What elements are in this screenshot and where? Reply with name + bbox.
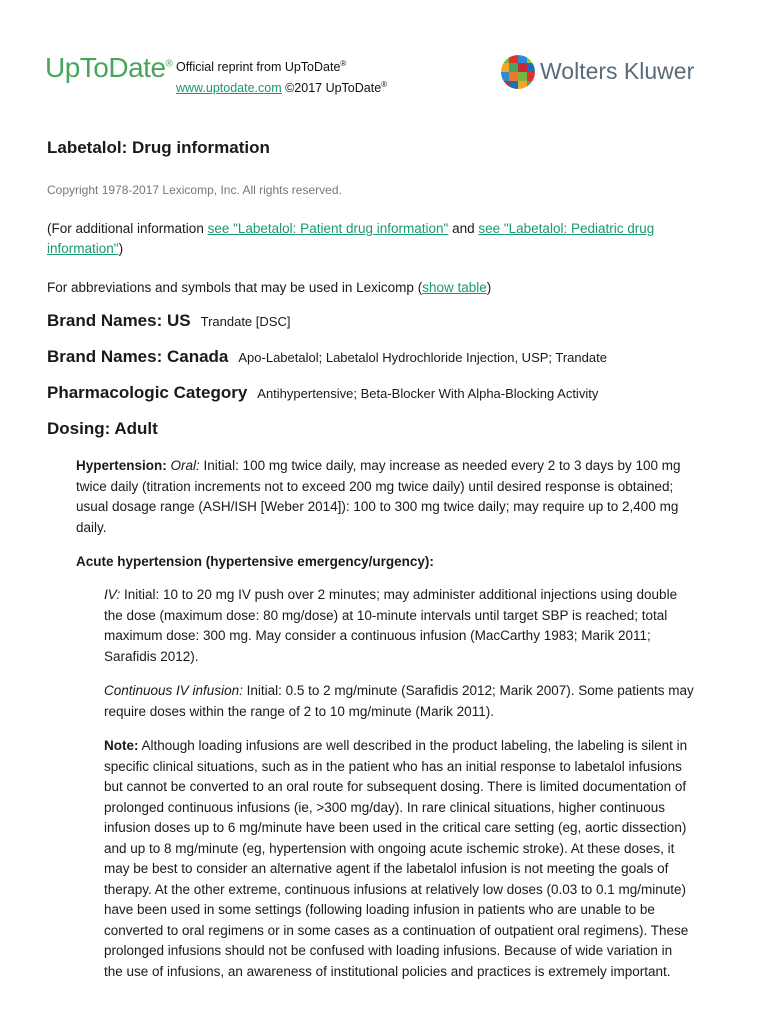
note-text: the use of infusions, an awareness of institutional policies and practices is extremely important. xyxy=(104,963,671,979)
note-text: may be best to consider an alternative agent if the labetalol infusion is not meeting the goals of xyxy=(104,861,669,876)
reprint-line: Official reprint from UpToDate xyxy=(176,60,341,75)
section-value: Trandate [DSC] xyxy=(200,314,291,329)
iv-dosing-paragraph xyxy=(104,585,724,667)
note-text: converted to oral regimens or in some cases as a continuation of outpatient oral regimens). These xyxy=(104,922,689,938)
additional-info-text: and xyxy=(448,221,479,236)
pharmacologic-category xyxy=(47,383,598,403)
section-value: Antihypertensive; Beta-Blocker With Alpha-Blocking Activity xyxy=(257,386,599,401)
hypertension-label: Hypertension: xyxy=(76,458,167,473)
abbreviations-paragraph xyxy=(47,278,707,298)
brand-names-us xyxy=(47,311,290,331)
wolters-kluwer-logo[interactable] xyxy=(500,54,710,94)
uptodate-logo-text: UpToDate xyxy=(45,52,166,83)
registered-mark: ® xyxy=(165,58,173,70)
section-value: Apo-Labetalol; Labetalol Hydrochloride Injection, USP; Trandate xyxy=(238,350,607,365)
abbreviations-text: ) xyxy=(486,280,492,295)
iv-text: Initial: 10 to 20 mg IV push over 2 minutes; may administer additional injections using double xyxy=(120,587,678,602)
note-text: infusion doses up to 6 mg/minute have been used in the critical care setting (eg, aortic dissection) xyxy=(104,820,687,835)
hypertension-text: daily. xyxy=(76,519,107,535)
iv-text: the dose (maximum dose: 80 mg/dose) at 10-minute intervals until target SBP is reached; total xyxy=(104,607,668,623)
registered-mark: ® xyxy=(381,80,388,90)
note-text: and up to 8 mg/minute (eg, hypertension with ongoing acute ischemic stroke). At these doses, it xyxy=(104,840,675,856)
continuous-iv-text: Initial: 0.5 to 2 mg/minute (Sarafidis 2012; Marik 2007). Some patients may xyxy=(242,683,694,698)
note-text: specific clinical situations, such as in the patient who has an initial response to labetalol infusions xyxy=(104,758,682,774)
iv-label: IV: xyxy=(104,587,121,602)
note-paragraph xyxy=(104,736,724,982)
uptodate-website-link[interactable]: www.uptodate.com xyxy=(176,81,282,96)
show-table-link[interactable]: show table xyxy=(422,280,487,295)
note-label: Note: xyxy=(104,738,139,753)
patient-drug-info-link[interactable]: see "Labetalol: Patient drug information" xyxy=(207,221,449,236)
continuous-iv-label: Continuous IV infusion: xyxy=(104,683,243,698)
note-text: but cannot be converted to an oral route for subsequent dosing. There is limited documentation of xyxy=(104,779,687,794)
hypertension-text: Initial: 100 mg twice daily, may increase as needed every 2 to 3 days by 100 mg xyxy=(199,458,681,473)
additional-info-text: ) xyxy=(118,241,124,256)
acute-hypertension-heading: Acute hypertension (hypertensive emergency/urgency): xyxy=(76,554,434,569)
section-heading: Brand Names: US xyxy=(47,311,191,330)
section-heading: Pharmacologic Category xyxy=(47,383,248,402)
oral-label: Oral: xyxy=(170,458,200,473)
note-text: have been used in some settings (following loading infusion in patients who are unable to be xyxy=(104,902,655,917)
additional-info-text: (For additional information xyxy=(47,221,208,236)
uptodate-logo[interactable] xyxy=(45,52,172,84)
additional-info-paragraph xyxy=(47,219,707,259)
wolters-kluwer-globe-icon xyxy=(500,54,536,90)
section-heading: Brand Names: Canada xyxy=(47,347,229,366)
iv-text: Sarafidis 2012). xyxy=(104,648,199,664)
copyright-notice: Copyright 1978-2017 Lexicomp, Inc. All rights reserved. xyxy=(47,183,342,197)
wolters-kluwer-logo-text: Wolters Kluwer xyxy=(540,58,695,84)
continuous-iv-text: require doses within the range of 2 to 10 mg/minute (Marik 2011). xyxy=(104,703,494,719)
page-title: Labetalol: Drug information xyxy=(47,138,270,157)
hypertension-text: twice daily (titration increments not to exceed 200 mg twice daily) until desired response is obtained; xyxy=(76,478,674,494)
note-text: Although loading infusions are well described in the product labeling, the labeling is silent in xyxy=(138,738,688,753)
pediatric-drug-info-link[interactable]: see "Labetalol: Pediatric drug xyxy=(478,221,655,236)
hypertension-text: usual dosage range (ASH/ISH [Weber 2014]): 100 to 300 mg twice daily; may require up to 2,400 mg xyxy=(76,499,679,514)
pediatric-drug-info-link[interactable]: information" xyxy=(47,241,119,256)
iv-text: maximum dose: 300 mg. May consider a continuous infusion (MacCarthy 1983; Marik 2011; xyxy=(104,628,651,643)
note-text: therapy. At the other extreme, continuous infusions at relatively low doses (0.03 to 0.1 mg/minute) xyxy=(104,881,687,897)
note-text: prolonged infusions should not be confused with loading infusions. Because of wide variation in xyxy=(104,943,673,958)
page-header xyxy=(0,0,768,110)
hypertension-paragraph xyxy=(76,456,726,538)
note-text: prolonged continuous infusions (ie, >300 mg/day). In rare clinical situations, higher continuous xyxy=(104,799,665,815)
continuous-iv-paragraph xyxy=(104,681,724,722)
reprint-notice xyxy=(176,55,387,97)
copyright-line: ©2017 UpToDate xyxy=(281,81,382,96)
registered-mark: ® xyxy=(340,59,347,68)
brand-names-canada xyxy=(47,347,607,367)
abbreviations-text: For abbreviations and symbols that may be used in Lexicomp ( xyxy=(47,280,423,295)
dosing-adult-heading: Dosing: Adult xyxy=(47,419,158,438)
